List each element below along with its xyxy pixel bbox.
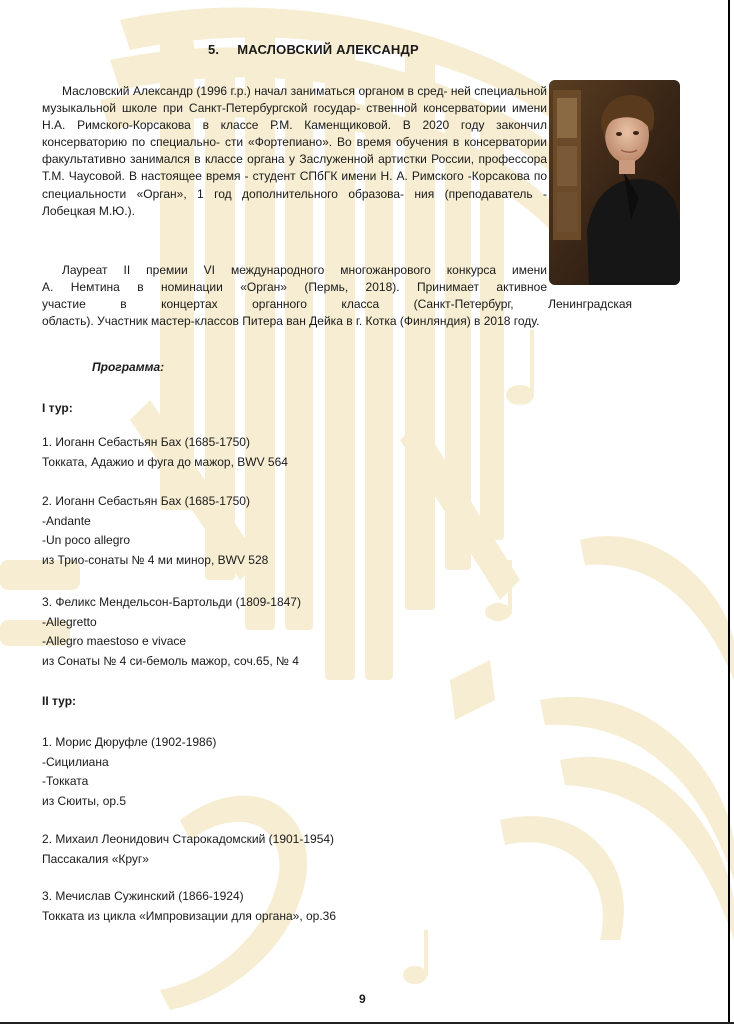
round-2-item-1 [42,733,216,811]
program-line: -Un poco allegro [42,533,131,547]
program-line: 3. Мечислав Сужинский (1866-1924) [42,889,244,903]
program-line: -Allegretto [42,614,97,629]
round-1-item-1 [42,433,288,472]
round-1-item-2 [42,492,268,570]
biography-paragraph-2 [42,262,632,330]
page-number: 9 [359,992,366,1006]
program-line: -Сицилиана [42,754,109,769]
performer-heading [208,42,419,57]
biography-line: Лауреат II премии VI международного многожанрового конкурса имени [62,263,547,277]
round-1-label: I тур: [42,401,73,415]
program-line: 1. Морис Дюруфле (1902-1986) [42,735,217,749]
program-line: из Сонаты № 4 си-бемоль мажор, соч.65, № 4 [42,653,299,668]
round-1-item-3 [42,593,301,671]
round-2-label: II тур: [42,694,77,708]
program-title: Программа: [92,360,165,374]
program-line: 3. Феликс Мендельсон-Бартольди (1809-1847) [42,595,301,609]
performer-number: 5. [208,42,220,57]
round-2-item-2 [42,830,334,869]
page-right-border [728,0,730,1024]
program-line: Токката, Адажио и фуга до мажор, BWV 564 [42,454,288,469]
program-line: Токката из цикла «Импровизации для органа», ор.36 [42,908,337,923]
program-line: -Токката [42,774,89,788]
biography-paragraph-1: Масловский Александр (1996 г.р.) начал заниматься органом в сред- ней специальной музыкальной школе при Санкт-Петербургской государ- ственной консерватории имени Н.А. Римского-Корсакова в классе Р.М. Каменщиковой. В 2020 году закончил консерваторию по специально- сти «Фортепиано». Во время обучения в консерватории факультативно занимался в классе органа у Заслуженной артистки России, профессора Т.М. Чаусовой. В настоящее время - студент СПбГК имени Н. А. Римского -Корсакова по специальности «Орган», 1 год дополнительного образова- ния (преподаватель - Лобецкая М.Ю.). [42,84,547,218]
program-line: Пассакалия «Круг» [42,851,149,866]
performer-name: МАСЛОВСКИЙ АЛЕКСАНДР [237,42,419,57]
performer-photo [549,80,680,285]
program-line: 2. Михаил Леонидович Старокадомский (1901-1954) [42,832,335,846]
program-line: -Allegro maestoso e vivace [42,634,187,648]
portrait-image [549,80,680,285]
program-line: 1. Иоганн Себастьян Бах (1685-1750) [42,435,250,449]
biography-line: А. Немтина в номинации «Орган» (Пермь, 2018). Принимает активное [42,280,547,295]
program-line: 2. Иоганн Себастьян Бах (1685-1750) [42,494,250,508]
biography-line: участие в концертах органного класса (Санкт-Петербург, Ленинградская [42,297,632,312]
round-2-item-3 [42,887,336,926]
program-line: -Andante [42,513,91,528]
program-line: из Сюиты, ор.5 [42,793,127,808]
biography-line: область). Участник мастер-классов Питера ван Дейка в г. Котка (Финляндия) в 2018 году. [42,314,540,329]
program-line: из Трио-сонаты № 4 ми минор, BWV 528 [42,552,269,567]
